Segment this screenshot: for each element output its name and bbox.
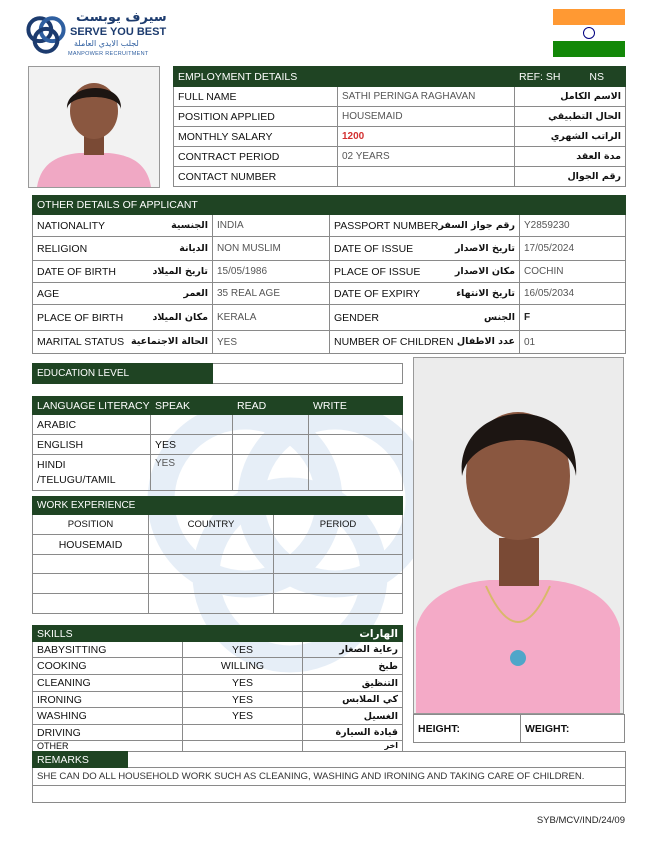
- skills-header: SKILLS: [33, 626, 183, 642]
- skill-other-value: [183, 741, 303, 752]
- work-experience-table: [32, 496, 403, 614]
- place-of-birth-label: PLACE OF BIRTH: [37, 311, 124, 324]
- date-of-birth-value: 15/05/1986: [213, 261, 330, 283]
- skill-ironing-label: IRONING: [33, 692, 183, 708]
- language-literacy-table: [32, 396, 403, 491]
- date-of-expiry-label: DATE OF EXPIRY: [334, 287, 420, 300]
- number-of-children-arabic: عدد الاطفال: [456, 336, 515, 347]
- logo-english-name: SERVE YOU BEST: [70, 26, 167, 38]
- logo-arabic-tagline: لجلب الايدي العاملة: [74, 39, 139, 48]
- language-header: LANGUAGE LITERACY: [33, 397, 151, 415]
- education-level-value: [213, 364, 403, 384]
- hindi-write: [309, 455, 403, 491]
- skills-header-spacer: [183, 626, 303, 642]
- work-row-period: [274, 594, 403, 614]
- nationality-label: NATIONALITY: [37, 219, 106, 232]
- education-level-table: [32, 363, 403, 384]
- work-experience-header: WORK EXPERIENCE: [33, 497, 149, 515]
- work-country-header: COUNTRY: [149, 515, 274, 535]
- work-row-position: [33, 594, 149, 614]
- place-of-birth-arabic: مكان الميلاد: [152, 311, 208, 323]
- arabic-write: [309, 415, 403, 435]
- skill-other-arabic: اخر: [303, 741, 403, 752]
- number-of-children-value: 01: [520, 331, 626, 354]
- skill-babysitting-value: YES: [183, 642, 303, 658]
- language-arabic: ARABIC: [33, 415, 151, 435]
- skill-other-label: OTHER: [33, 741, 183, 752]
- marital-status-label: MARITAL STATUS: [37, 336, 125, 348]
- english-read: [233, 435, 309, 455]
- work-row-period: [274, 535, 403, 555]
- english-speak: YES: [151, 435, 233, 455]
- full-name-value: SATHI PERINGA RAGHAVAN: [338, 87, 515, 107]
- height-label: HEIGHT:: [414, 715, 521, 743]
- hindi-speak: YES: [151, 455, 233, 491]
- skill-driving-value: [183, 725, 303, 741]
- position-applied-label: POSITION APPLIED: [174, 107, 338, 127]
- skill-washing-arabic: الغسيل: [303, 708, 403, 725]
- remarks-header-spacer: [128, 752, 626, 768]
- arabic-read: [233, 415, 309, 435]
- work-row-period: [274, 574, 403, 594]
- work-experience-header-fill: [149, 497, 403, 515]
- gender-label: GENDER: [334, 311, 379, 324]
- skill-washing-value: YES: [183, 708, 303, 725]
- place-of-birth-value: KERALA: [213, 305, 330, 331]
- skill-babysitting-label: BABYSITTING: [33, 642, 183, 658]
- small-portrait-photo: [28, 66, 160, 188]
- ref-label: REF: SH: [519, 70, 561, 83]
- remarks-empty-line: [33, 786, 626, 803]
- hindi-read: [233, 455, 309, 491]
- work-position-header: POSITION: [33, 515, 149, 535]
- employment-header: EMPLOYMENT DETAILS: [174, 67, 515, 87]
- marital-status-value: YES: [213, 331, 330, 354]
- weight-label: WEIGHT:: [521, 715, 625, 743]
- contact-number-arabic: رقم الجوال: [515, 167, 626, 187]
- education-level-header: EDUCATION LEVEL: [33, 364, 213, 384]
- gender-arabic: الجنس: [484, 311, 515, 323]
- ref-code: NS: [589, 70, 604, 83]
- passport-number-arabic: رقم جواز السفر: [438, 219, 515, 231]
- skill-cooking-label: COOKING: [33, 658, 183, 675]
- contract-period-arabic: مدة العقد: [515, 147, 626, 167]
- age-arabic: العمر: [183, 287, 208, 299]
- gender-value: F: [520, 305, 626, 331]
- religion-value: NON MUSLIM: [213, 237, 330, 261]
- other-details-header-spacer: [330, 196, 626, 215]
- date-of-issue-arabic: تاريخ الاصدار: [454, 242, 515, 254]
- full-portrait-placeholder-icon: [414, 358, 623, 713]
- other-details-table: [32, 195, 626, 354]
- date-of-birth-arabic: تاريخ الميلاد: [152, 265, 208, 277]
- india-flag: [553, 9, 625, 57]
- document-code: SYB/MCV/IND/24/09: [536, 815, 625, 826]
- remarks-table: [32, 751, 626, 803]
- nationality-value: INDIA: [213, 215, 330, 237]
- age-label: AGE: [37, 287, 60, 300]
- work-period-header: PERIOD: [274, 515, 403, 535]
- number-of-children-label: NUMBER OF CHILDREN: [334, 336, 454, 348]
- full-name-label: FULL NAME: [174, 87, 338, 107]
- skills-arabic-header: الهارات: [303, 626, 403, 642]
- skill-ironing-arabic: كي الملابس: [303, 692, 403, 708]
- monthly-salary-label: MONTHLY SALARY: [174, 127, 338, 147]
- date-of-issue-label: DATE OF ISSUE: [334, 242, 414, 255]
- work-row-country: [149, 594, 274, 614]
- place-of-issue-arabic: مكان الاصدار: [454, 265, 515, 277]
- work-row-period: [274, 555, 403, 574]
- logo-tagline: MANPOWER RECRUITMENT: [68, 51, 149, 57]
- skill-babysitting-arabic: رعاية الصغار: [303, 642, 403, 658]
- passport-number-value: Y2859230: [520, 215, 626, 237]
- remarks-text: SHE CAN DO ALL HOUSEHOLD WORK SUCH AS CLEANING, WASHING AND IRONING AND TAKING CARE OF CHILDREN.: [33, 768, 626, 786]
- large-portrait-photo: [413, 357, 624, 714]
- date-of-issue-value: 17/05/2024: [520, 237, 626, 261]
- skills-table: [32, 625, 403, 752]
- remarks-header: REMARKS: [33, 752, 128, 768]
- language-english: ENGLISH: [33, 435, 151, 455]
- english-write: [309, 435, 403, 455]
- skill-cooking-value: WILLING: [183, 658, 303, 675]
- place-of-issue-value: COCHIN: [520, 261, 626, 283]
- read-header: READ: [233, 397, 309, 415]
- passport-number-label: PASSPORT NUMBER: [334, 219, 439, 232]
- work-row-position: [33, 574, 149, 594]
- religion-label: RELIGION: [37, 242, 88, 255]
- work-row-country: [149, 555, 274, 574]
- work-row-position: HOUSEMAID: [33, 535, 149, 555]
- place-of-issue-label: PLACE OF ISSUE: [334, 265, 421, 278]
- other-details-header: OTHER DETAILS OF APPLICANT: [33, 196, 330, 215]
- monthly-salary-arabic: الراتب الشهري: [515, 127, 626, 147]
- employment-details-table: [173, 66, 626, 187]
- logo-arabic-name: سيرف يوبست: [76, 10, 167, 25]
- speak-header: SPEAK: [151, 397, 233, 415]
- skill-driving-label: DRIVING: [33, 725, 183, 741]
- language-hindi-telugu-tamil: HINDI /TELUGU/TAMIL: [33, 455, 151, 491]
- position-applied-value: HOUSEMAID: [338, 107, 515, 127]
- write-header: WRITE: [309, 397, 403, 415]
- contract-period-value: 02 YEARS: [338, 147, 515, 167]
- skill-cleaning-value: YES: [183, 675, 303, 692]
- religion-arabic: الديانة: [179, 242, 208, 254]
- skill-cleaning-label: CLEANING: [33, 675, 183, 692]
- contact-number-label: CONTACT NUMBER: [174, 167, 338, 187]
- ref-cell: [515, 67, 626, 87]
- skill-cleaning-arabic: التنظيق: [303, 675, 403, 692]
- logo-rings-icon: [24, 13, 68, 57]
- full-name-arabic: الاسم الكامل: [515, 87, 626, 107]
- skill-driving-arabic: قيادة السيارة: [303, 725, 403, 741]
- date-of-expiry-value: 16/05/2034: [520, 283, 626, 305]
- arabic-speak: [151, 415, 233, 435]
- marital-status-arabic: الحالة الاجتماعية: [131, 336, 208, 347]
- company-logo: [24, 10, 174, 60]
- work-row-position: [33, 555, 149, 574]
- contact-number-value: [338, 167, 515, 187]
- skill-washing-label: WASHING: [33, 708, 183, 725]
- position-applied-arabic: الحال التطبيقي: [515, 107, 626, 127]
- skill-cooking-arabic: طبخ: [303, 658, 403, 675]
- monthly-salary-value: 1200: [338, 127, 515, 147]
- contract-period-label: CONTRACT PERIOD: [174, 147, 338, 167]
- date-of-birth-label: DATE OF BIRTH: [37, 265, 116, 278]
- nationality-arabic: الجنسية: [171, 219, 208, 231]
- ashoka-chakra-icon: [583, 27, 595, 39]
- skill-ironing-value: YES: [183, 692, 303, 708]
- work-row-country: [149, 574, 274, 594]
- portrait-placeholder-icon: [29, 67, 159, 187]
- work-row-country: [149, 535, 274, 555]
- date-of-expiry-arabic: تاريخ الانتهاء: [456, 287, 515, 299]
- height-weight-table: [413, 714, 625, 743]
- age-value: 35 REAL AGE: [213, 283, 330, 305]
